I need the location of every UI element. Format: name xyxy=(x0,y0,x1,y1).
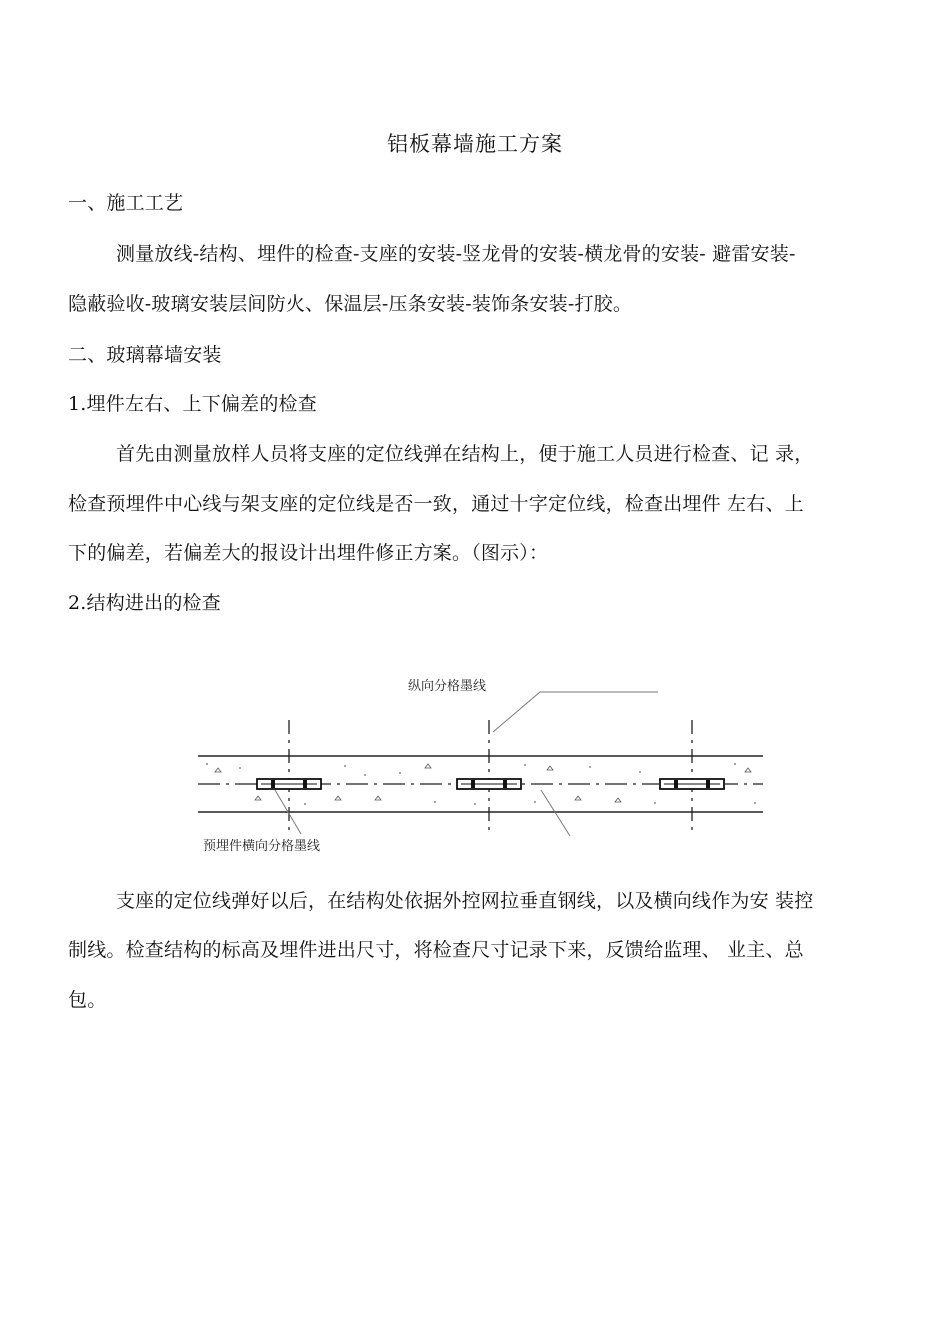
leader-vertical-label xyxy=(493,692,658,732)
embedded-part-diagram xyxy=(195,672,770,862)
label-vertical-grid-line: 纵向分格墨线 xyxy=(408,679,487,694)
subsection-1-paragraph-line-1: 首先由测量放样人员将支座的定位线弹在结构上，便于施工人员进行检查、记 录， xyxy=(116,443,814,465)
embedded-plate-right xyxy=(660,779,724,789)
embedded-plate-left xyxy=(257,779,321,789)
subsection-2-paragraph-line-3: 包。 xyxy=(68,989,107,1011)
subsection-2-paragraph-line-2: 制线。检查结构的标高及埋件进出尺寸，将检查尺寸记录下来，反馈给监理、 业主、总 xyxy=(68,939,804,961)
section-1-paragraph-line-2: 隐蔽验收-玻璃安装层间防火、保温层-压条安装-装饰条安装-打胶。 xyxy=(68,293,633,315)
embedded-plate-center xyxy=(457,779,521,789)
page-title: 铝板幕墙施工方案 xyxy=(387,132,563,156)
subsection-2-paragraph-line-1: 支座的定位线弹好以后，在结构处依据外控网拉垂直钢线，以及横向线作为安 装控 xyxy=(116,890,814,912)
section-1-paragraph-line-1: 测量放线-结构、埋件的检查-支座的安装-竖龙骨的安装-横龙骨的安装- 避雷安装- xyxy=(116,243,796,265)
subsection-1-paragraph-line-2: 检查预埋件中心线与架支座的定位线是否一致，通过十字定位线，检查出埋件 左右、上 xyxy=(68,493,804,515)
subsection-1-heading: 1.埋件左右、上下偏差的检查 xyxy=(68,393,317,415)
label-horizontal-grid-line: 预埋件横向分格墨线 xyxy=(203,839,321,854)
subsection-2-heading: 2.结构进出的检查 xyxy=(68,592,221,614)
section-1-heading: 一、施工工艺 xyxy=(68,192,184,214)
subsection-1-paragraph-line-3: 下的偏差，若偏差大的报设计出埋件修正方案。（图示）： xyxy=(68,542,549,564)
section-2-heading: 二、玻璃幕墙安装 xyxy=(68,344,222,366)
leader-extra xyxy=(541,790,570,836)
diagram-drawing xyxy=(195,672,770,862)
